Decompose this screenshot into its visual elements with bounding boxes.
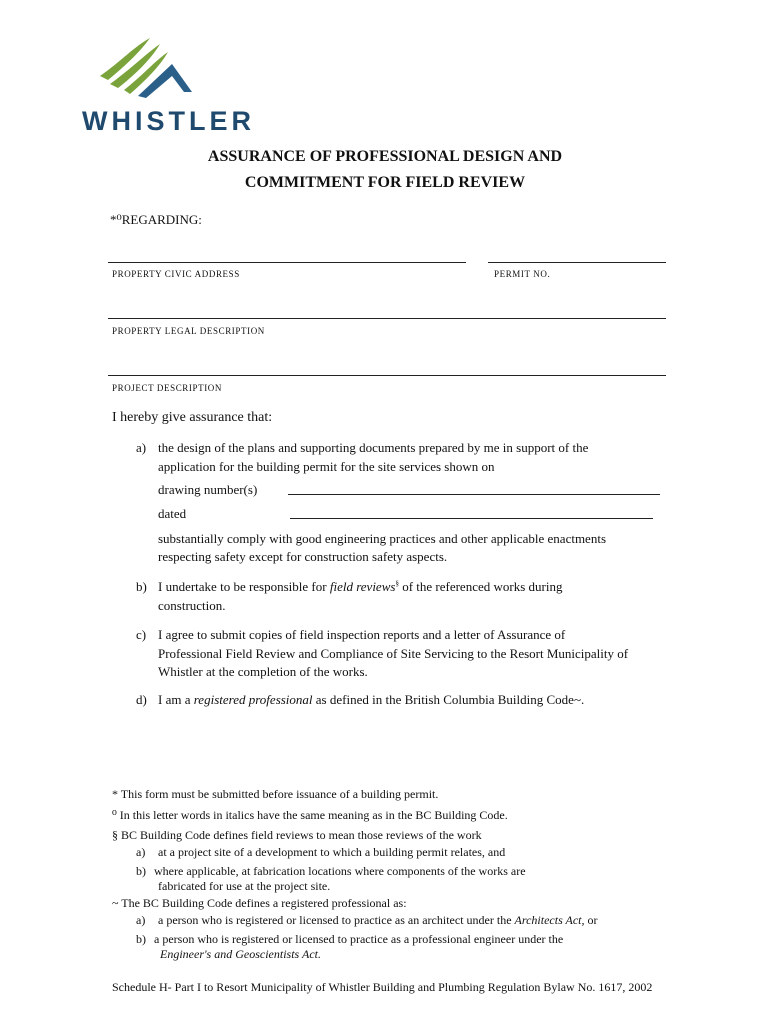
note-section-a: at a project site of a development to which a building permit relates, and bbox=[158, 845, 506, 859]
item-a-line1: the design of the plans and supporting documents prepared by me in support of the bbox=[158, 440, 589, 455]
item-a-line2: application for the building permit for the site services shown on bbox=[158, 459, 495, 474]
engineers-act-term: Engineer's and Geoscientists Act. bbox=[160, 947, 321, 961]
registered-professional-term: registered professional bbox=[193, 692, 313, 707]
item-b-label: b) bbox=[136, 579, 147, 594]
dated-line[interactable] bbox=[290, 518, 653, 519]
item-b-text-post: of the referenced works during bbox=[398, 579, 563, 594]
title-line-2: COMMITMENT FOR FIELD REVIEW bbox=[244, 174, 526, 191]
item-d-line bbox=[158, 692, 584, 708]
note-tilde-a bbox=[158, 913, 598, 928]
item-b-line2: construction. bbox=[158, 598, 226, 613]
item-a-line3: substantially comply with good engineering practices and other applicable enactments bbox=[158, 531, 606, 546]
note-tilde-a-pre: a person who is registered or licensed to practice as an architect under the bbox=[158, 913, 515, 927]
note-tilde-a-post: or bbox=[584, 913, 598, 927]
note-section: § BC Building Code defines field reviews to mean those reviews of the work bbox=[112, 828, 482, 842]
note-tilde: ~ The BC Building Code defines a registered professional as: bbox=[112, 896, 407, 910]
item-d-text-post: as defined in the British Columbia Building Code~. bbox=[312, 692, 585, 707]
title-line-1: ASSURANCE OF PROFESSIONAL DESIGN AND bbox=[207, 148, 563, 165]
item-b-text-pre: I undertake to be responsible for bbox=[158, 579, 330, 594]
mountain-logo-icon bbox=[80, 34, 220, 114]
permit-no-line[interactable] bbox=[488, 262, 666, 263]
item-d-text-pre: I am a bbox=[158, 692, 194, 707]
project-description-label: PROJECT DESCRIPTION bbox=[112, 383, 222, 393]
drawing-numbers-line[interactable] bbox=[288, 494, 660, 495]
item-c-line2: Professional Field Review and Compliance of Site Servicing to the Resort Municipality of bbox=[158, 646, 629, 661]
footer-schedule: Schedule H- Part I to Resort Municipality of Whistler Building and Plumbing Regulation Bylaw No. 1617, 2002 bbox=[112, 980, 653, 994]
legal-description-label: PROPERTY LEGAL DESCRIPTION bbox=[112, 326, 265, 336]
field-reviews-term: field reviews bbox=[329, 579, 396, 594]
architects-act-term: Architects Act, bbox=[514, 913, 585, 927]
note-zero: ⁰ In this letter words in italics have the same meaning as in the BC Building Code. bbox=[112, 808, 508, 822]
item-c-label: c) bbox=[136, 627, 147, 642]
logo-wordmark: WHISTLER bbox=[82, 106, 255, 136]
regarding-label: *⁰REGARDING: bbox=[110, 212, 202, 227]
dated-label: dated bbox=[158, 506, 187, 521]
note-tilde-b-label: b) bbox=[136, 932, 146, 946]
item-d-label: d) bbox=[136, 692, 147, 707]
note-tilde-b2 bbox=[160, 947, 321, 962]
drawing-numbers-label: drawing number(s) bbox=[158, 482, 258, 497]
note-section-b2: fabricated for use at the project site. bbox=[158, 879, 331, 893]
note-tilde-b1: a person who is registered or licensed to practice as a professional engineer under the bbox=[154, 932, 564, 946]
assurance-intro: I hereby give assurance that: bbox=[112, 410, 273, 425]
civic-address-line[interactable] bbox=[108, 262, 466, 263]
note-section-b1: where applicable, at fabrication locations where components of the works are bbox=[154, 864, 526, 878]
item-b-line1 bbox=[158, 579, 562, 595]
note-star: * This form must be submitted before issuance of a building permit. bbox=[112, 787, 439, 801]
civic-address-label: PROPERTY CIVIC ADDRESS bbox=[112, 269, 240, 279]
item-a-line4: respecting safety except for construction safety aspects. bbox=[158, 549, 448, 564]
note-tilde-a-label: a) bbox=[136, 913, 146, 927]
item-a-label: a) bbox=[136, 440, 147, 455]
note-section-b-label: b) bbox=[136, 864, 146, 878]
note-section-a-label: a) bbox=[136, 845, 146, 859]
permit-no-label: PERMIT NO. bbox=[494, 269, 551, 279]
project-description-line[interactable] bbox=[108, 375, 666, 376]
section-mark: § bbox=[395, 579, 399, 588]
item-c-line3: Whistler at the completion of the works. bbox=[158, 664, 368, 679]
legal-description-line[interactable] bbox=[108, 318, 666, 319]
item-c-line1: I agree to submit copies of field inspection reports and a letter of Assurance of bbox=[158, 627, 566, 642]
